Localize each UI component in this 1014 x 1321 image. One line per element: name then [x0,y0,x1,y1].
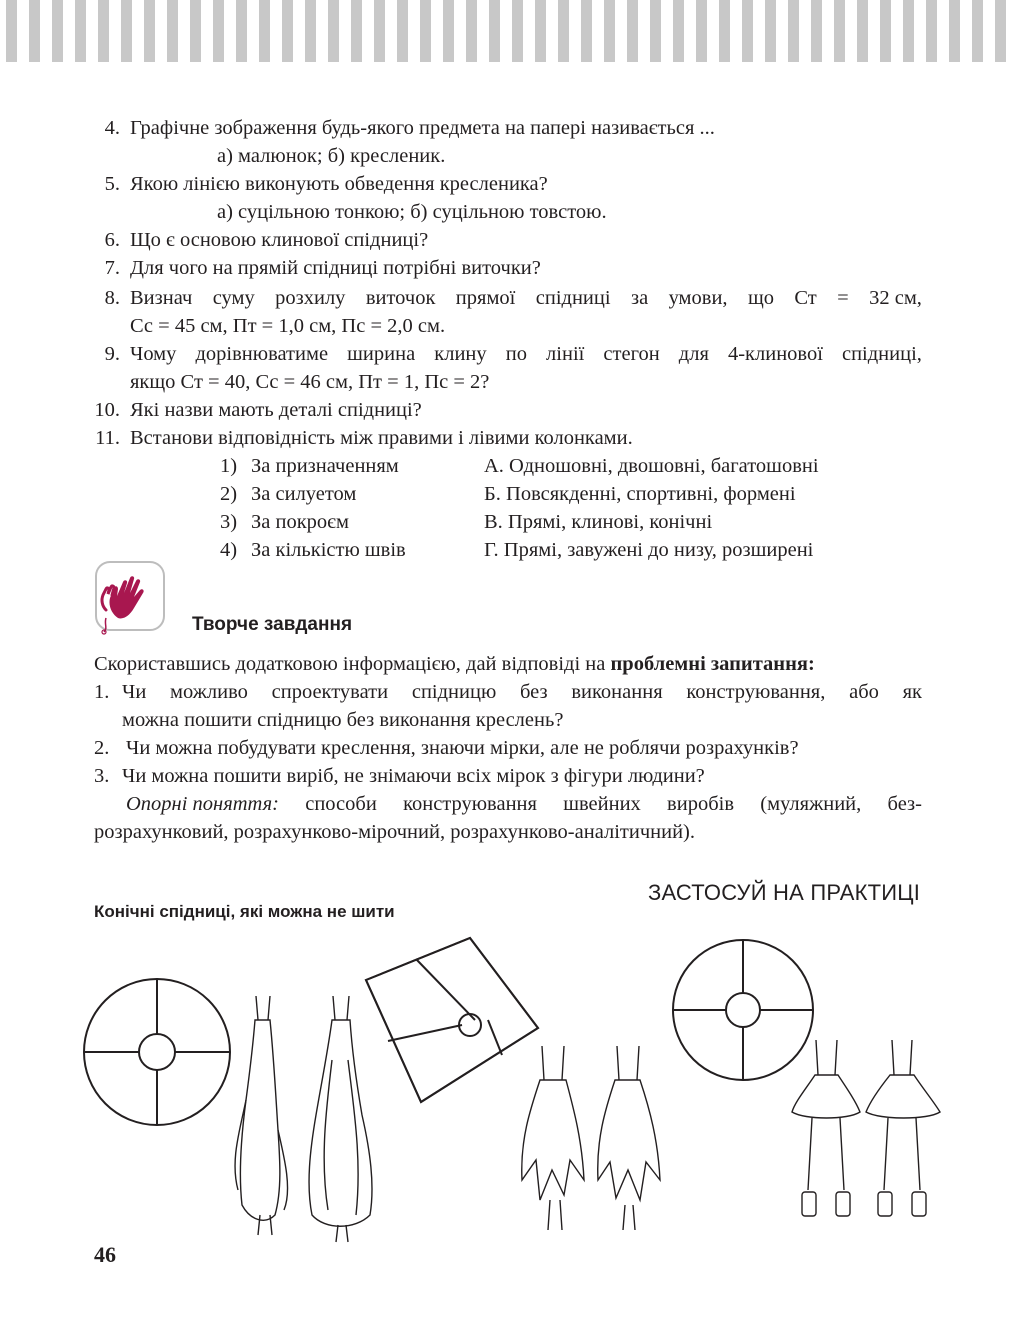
question-options: а) суцільною тонкою; б) суцільною товстою. [217,201,607,223]
matching-right-text: В. Прямі, клинові, конічні [484,511,713,533]
word: конструювання [403,793,537,815]
stripe [811,0,822,62]
stripe [558,0,569,62]
stripe [397,0,408,62]
figure-short-skirt-back-icon [866,1040,940,1216]
matching-left-text: За кількістю швів [251,539,406,561]
question-number: 11. [95,427,120,449]
word: клину [434,343,487,365]
word: суму [212,287,255,309]
stripe [673,0,684,62]
stripe [489,0,500,62]
matching-left-number: 1) [220,455,238,477]
question-text: Графічне зображення будь-якого предмета на папері називається ... [130,117,715,139]
word: ширина [347,343,416,365]
stripe [374,0,385,62]
question-text-justified [130,340,922,368]
stripe [995,0,1006,62]
word: Ст [794,287,817,309]
word: спідниці [535,287,611,309]
word: лінії [546,343,585,365]
stripe [259,0,270,62]
word: конструювання, [686,681,826,703]
word: можливо [170,681,248,703]
matching-right-text: Б. Повсякденні, спортивні, формені [484,483,796,505]
question-number: 9. [104,343,120,365]
stripe [6,0,17,62]
word: для [678,343,709,365]
question-number: 10. [94,399,120,421]
item-text-justified [122,678,922,706]
question-number: 6. [104,229,120,251]
word: виточок [365,287,436,309]
word: як [902,681,922,703]
question-number: 4. [104,117,120,139]
hands-icon [92,558,172,638]
stripe [604,0,615,62]
creative-task-title: Творче завдання [192,614,353,635]
stripe [627,0,638,62]
stripe [949,0,960,62]
word: виконання [571,681,663,703]
word: (муляжний, [760,793,862,815]
stripe [696,0,707,62]
item-text: Чи можна побудувати креслення, знаючи мірки, але не роблячи розрахунків? [126,737,799,759]
figure-handkerchief-skirt-back-icon [598,1046,660,1230]
key-concepts-line2: розрахунковий, розрахунково-мірочний, розрахунково-аналітичний). [94,821,696,843]
item-number: 2. [94,737,110,759]
word: прямої [455,287,516,309]
stripe [857,0,868,62]
figure-long-skirt-back-icon [309,996,372,1242]
matching-right-text: Г. Прямі, завужені до низу, розширені [484,539,814,561]
item-number: 1. [94,681,110,703]
stripe [903,0,914,62]
word: умови, [668,287,728,309]
stripe [420,0,431,62]
stripe [167,0,178,62]
item-text-line2: можна пошити спідницю без виконання креслень? [122,709,564,731]
stripe [328,0,339,62]
question-text: Якою лінією виконують обведення кресленика? [130,173,548,195]
word: Чи [122,681,147,703]
word: 32 см, [869,287,922,309]
stripe [788,0,799,62]
question-text: Для чого на прямій спідниці потрібні виточки? [130,257,541,279]
question-text-line2: Сс = 45 см, Пт = 1,0 см, Пс = 2,0 см. [130,315,446,337]
key-concepts-line1 [126,790,922,818]
key-concepts-label: Опорні поняття: [126,793,279,815]
stripe [52,0,63,62]
stripe [466,0,477,62]
circle-skirt-pattern-icon [673,940,813,1080]
word: стегон [603,343,660,365]
stripe [765,0,776,62]
question-number: 7. [104,257,120,279]
matching-left-number: 2) [220,483,238,505]
practice-heading: ЗАСТОСУЙ НА ПРАКТИЦІ [648,880,921,905]
question-text-line2: якщо Ст = 40, Сс = 46 см, Пт = 1, Пс = 2? [130,371,490,393]
question-text: Встанови відповідність між правими і лівими колонками. [130,427,633,449]
stripe [144,0,155,62]
top-stripe-bar [0,0,1014,62]
creative-intro-text: Скориставшись додатковою інформацією, дай відповіді на [94,653,606,675]
stripe [581,0,592,62]
stripe [29,0,40,62]
stripe [972,0,983,62]
stripe [98,0,109,62]
question-number: 8. [104,287,120,309]
matching-left-text: За призначенням [251,455,399,477]
practice-subheading: Конічні спідниці, які можна не шити [94,902,395,921]
word: виробів [667,793,735,815]
figure-handkerchief-skirt-icon [522,1046,584,1230]
word: швейних [563,793,641,815]
stripe [512,0,523,62]
stripe [650,0,661,62]
matching-left-number: 4) [220,539,238,561]
word: розхилу [275,287,346,309]
question-number: 5. [104,173,120,195]
word: способи [305,793,377,815]
stripe [282,0,293,62]
stripe [213,0,224,62]
item-text: Чи можна пошити виріб, не знімаючи всіх мірок з фігури людини? [122,765,705,787]
word: = [837,287,849,309]
word: Чому [130,343,177,365]
square-skirt-pattern-icon [366,938,538,1102]
stripe [834,0,845,62]
word: спроектувати [271,681,389,703]
stripe [926,0,937,62]
stripe [351,0,362,62]
stripe [305,0,316,62]
word: без [520,681,548,703]
matching-left-text: За покроєм [251,511,349,533]
page-number: 46 [94,1242,116,1267]
word: дорівнюватиме [195,343,329,365]
stripe [75,0,86,62]
word: спідниці, [841,343,922,365]
stripe [742,0,753,62]
item-number: 3. [94,765,110,787]
figure-short-skirt-icon [792,1040,860,1216]
stripe [190,0,201,62]
word: або [849,681,879,703]
stripe [121,0,132,62]
creative-intro [94,650,815,678]
matching-left-text: За силуетом [251,483,357,505]
question-text-justified [130,284,922,312]
word: 4-клинової [727,343,823,365]
question-options: а) малюнок; б) кресленик. [217,145,446,167]
creative-intro-bold: проблемні запитання: [610,653,815,675]
figure-long-skirt-icon [235,996,288,1235]
question-text: Які назви мають деталі спідниці? [130,399,422,421]
word: що [747,287,774,309]
stripe [443,0,454,62]
circle-skirt-pattern-icon [84,979,230,1125]
stripe [880,0,891,62]
stripe [719,0,730,62]
matching-right-text: А. Одношовні, двошовні, багатошовні [484,455,819,477]
stripe [236,0,247,62]
word: за [630,287,649,309]
matching-left-number: 3) [220,511,238,533]
word: Визнач [130,287,193,309]
question-text: Що є основою клинової спідниці? [130,229,429,251]
skirt-patterns-illustration [70,930,950,1250]
word: без- [887,793,922,815]
word: спідницю [411,681,497,703]
stripe [535,0,546,62]
word: по [505,343,527,365]
